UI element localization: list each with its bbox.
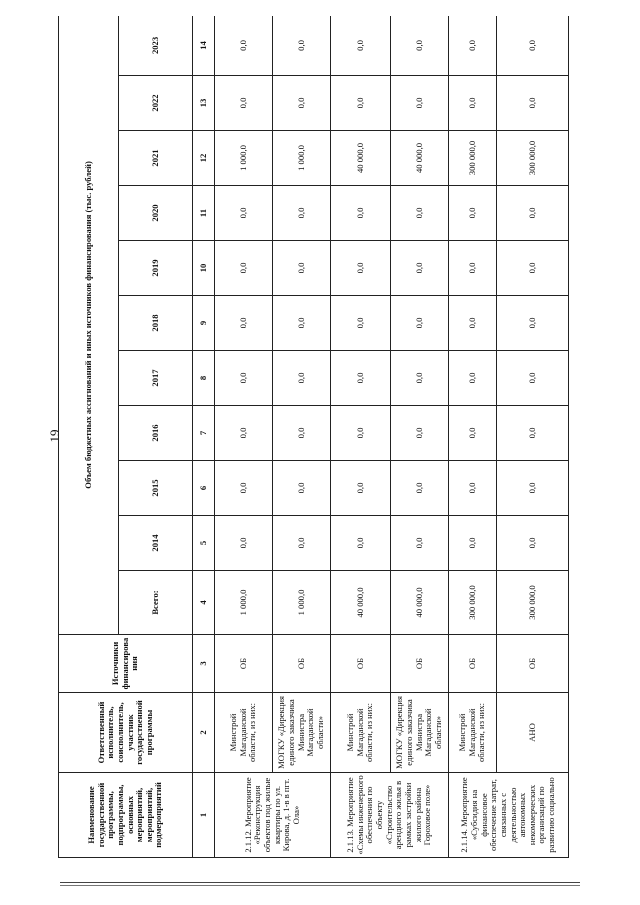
- value-cell: 0,0: [391, 76, 449, 131]
- header-year: 2022: [119, 76, 193, 131]
- value-cell: 0,0: [215, 186, 273, 241]
- header-year: 2016: [119, 406, 193, 461]
- column-number: 6: [193, 461, 215, 516]
- value-cell: 0,0: [391, 461, 449, 516]
- value-cell: 0,0: [215, 351, 273, 406]
- value-cell: 0,0: [497, 186, 569, 241]
- value-cell: 0,0: [273, 186, 331, 241]
- header-year: 2014: [119, 516, 193, 571]
- value-cell: 0,0: [497, 16, 569, 76]
- value-cell: 0,0: [331, 461, 391, 516]
- value-cell: 0,0: [215, 406, 273, 461]
- executor-cell: МОГКУ «Дирекция единого заказчика Министрa Магаданской области»: [273, 693, 331, 773]
- column-number: 4: [193, 571, 215, 635]
- value-cell: 0,0: [215, 76, 273, 131]
- value-cell: 0,0: [273, 16, 331, 76]
- table-row: [391, 16, 449, 858]
- page-number: 19: [47, 429, 62, 443]
- value-cell: 40 000,0: [391, 131, 449, 186]
- value-cell: 0,0: [391, 516, 449, 571]
- source-cell: ОБ: [391, 635, 449, 693]
- value-cell: 0,0: [391, 351, 449, 406]
- source-cell: ОБ: [215, 635, 273, 693]
- rotated-table-container: [58, 16, 576, 858]
- value-cell: 0,0: [449, 186, 497, 241]
- total-cell: 300 000,0: [497, 571, 569, 635]
- value-cell: 0,0: [273, 406, 331, 461]
- value-cell: 0,0: [497, 461, 569, 516]
- column-number: 5: [193, 516, 215, 571]
- value-cell: 0,0: [273, 76, 331, 131]
- value-cell: 0,0: [449, 406, 497, 461]
- value-cell: 1 000,0: [273, 131, 331, 186]
- source-cell: ОБ: [449, 635, 497, 693]
- header-row-1: [59, 16, 119, 858]
- table-row: [331, 16, 391, 858]
- column-number: 9: [193, 296, 215, 351]
- header-year: 2021: [119, 131, 193, 186]
- executor-cell: МОГКУ «Дирекция единого заказчика Министрa Магаданской области»: [391, 693, 449, 773]
- source-cell: ОБ: [331, 635, 391, 693]
- executor-cell: Минстрой Магаданской области, из них:: [449, 693, 497, 773]
- value-cell: 0,0: [273, 461, 331, 516]
- header-year: 2015: [119, 461, 193, 516]
- column-number: 2: [193, 693, 215, 773]
- value-cell: 0,0: [215, 241, 273, 296]
- value-cell: 0,0: [273, 241, 331, 296]
- footer-rule: [60, 885, 580, 886]
- table-row: [215, 16, 273, 858]
- value-cell: 0,0: [497, 406, 569, 461]
- value-cell: 0,0: [273, 351, 331, 406]
- value-cell: 0,0: [331, 406, 391, 461]
- table-row: [497, 16, 569, 858]
- value-cell: 0,0: [449, 351, 497, 406]
- value-cell: 0,0: [273, 296, 331, 351]
- value-cell: 300 000,0: [449, 131, 497, 186]
- measure-name: 2.1.14. Мероприятие «Субсидия на финансовое обеспечение затрат, связанных с деятельностью автономных некоммерческих организаций по развитию социально: [449, 773, 569, 858]
- header-total: Всего:: [119, 571, 193, 635]
- value-cell: 300 000,0: [497, 131, 569, 186]
- header-year: 2018: [119, 296, 193, 351]
- column-number: 12: [193, 131, 215, 186]
- value-cell: 0,0: [215, 461, 273, 516]
- value-cell: 0,0: [497, 76, 569, 131]
- value-cell: 0,0: [449, 241, 497, 296]
- column-number: 7: [193, 406, 215, 461]
- value-cell: 0,0: [331, 516, 391, 571]
- value-cell: 0,0: [449, 516, 497, 571]
- value-cell: 0,0: [391, 406, 449, 461]
- value-cell: 0,0: [391, 186, 449, 241]
- column-number: 10: [193, 241, 215, 296]
- header-executor: Ответственный исполнитель, соисполнитель, участник государственной программы: [59, 693, 193, 773]
- header-year: 2020: [119, 186, 193, 241]
- header-funding-group: Объем бюджетных ассигнований и иных источников финансирования (тыс. рублей): [59, 16, 119, 635]
- value-cell: 0,0: [215, 16, 273, 76]
- column-number: 11: [193, 186, 215, 241]
- header-year: 2017: [119, 351, 193, 406]
- value-cell: 0,0: [215, 516, 273, 571]
- value-cell: 0,0: [331, 186, 391, 241]
- value-cell: 0,0: [331, 76, 391, 131]
- value-cell: 0,0: [449, 76, 497, 131]
- total-cell: 40 000,0: [331, 571, 391, 635]
- value-cell: 40 000,0: [331, 131, 391, 186]
- table-sheet: [58, 16, 576, 858]
- value-cell: 0,0: [391, 16, 449, 76]
- value-cell: 0,0: [497, 351, 569, 406]
- source-cell: ОБ: [273, 635, 331, 693]
- value-cell: 0,0: [497, 516, 569, 571]
- value-cell: 0,0: [391, 296, 449, 351]
- column-number: 8: [193, 351, 215, 406]
- value-cell: 0,0: [391, 241, 449, 296]
- column-number: 1: [193, 773, 215, 858]
- value-cell: 0,0: [331, 351, 391, 406]
- value-cell: 0,0: [331, 296, 391, 351]
- source-cell: ОБ: [497, 635, 569, 693]
- executor-cell: Минстрой Магаданской области, из них:: [215, 693, 273, 773]
- header-year: 2023: [119, 16, 193, 76]
- value-cell: 0,0: [449, 16, 497, 76]
- header-name: Наименование государственной программы, подпрограммы, основных мероприятий, мероприятий, подмероприятий: [59, 773, 193, 858]
- header-year: 2019: [119, 241, 193, 296]
- total-cell: 40 000,0: [391, 571, 449, 635]
- column-number-row: [193, 16, 215, 858]
- value-cell: 0,0: [215, 296, 273, 351]
- column-number: 14: [193, 16, 215, 76]
- header-source: Источники финансирова ния: [59, 635, 193, 693]
- value-cell: 0,0: [273, 516, 331, 571]
- value-cell: 0,0: [497, 241, 569, 296]
- value-cell: 1 000,0: [215, 131, 273, 186]
- value-cell: 0,0: [449, 296, 497, 351]
- executor-cell: Минстрой Магаданской области, из них:: [331, 693, 391, 773]
- value-cell: 0,0: [497, 296, 569, 351]
- total-cell: 1 000,0: [273, 571, 331, 635]
- executor-cell: АНО: [497, 693, 569, 773]
- measure-name: 2.1.13. Мероприятие «Схемы инженерного обеспечения по объекту «Строительство арендного жилья в рамках застройки жилого района Гороховое поле»: [331, 773, 449, 858]
- footer-rule: [60, 882, 580, 883]
- measure-name: 2.1.12. Мероприятие «Реконструкция объектов под жилые квартиры по ул. Кирова, д. 1-в в пгт. Ола»: [215, 773, 331, 858]
- table-row: [449, 16, 497, 858]
- total-cell: 300 000,0: [449, 571, 497, 635]
- column-number: 3: [193, 635, 215, 693]
- value-cell: 0,0: [331, 16, 391, 76]
- value-cell: 0,0: [331, 241, 391, 296]
- funding-table: [58, 16, 569, 858]
- total-cell: 1 000,0: [215, 571, 273, 635]
- value-cell: 0,0: [449, 461, 497, 516]
- column-number: 13: [193, 76, 215, 131]
- table-row: [273, 16, 331, 858]
